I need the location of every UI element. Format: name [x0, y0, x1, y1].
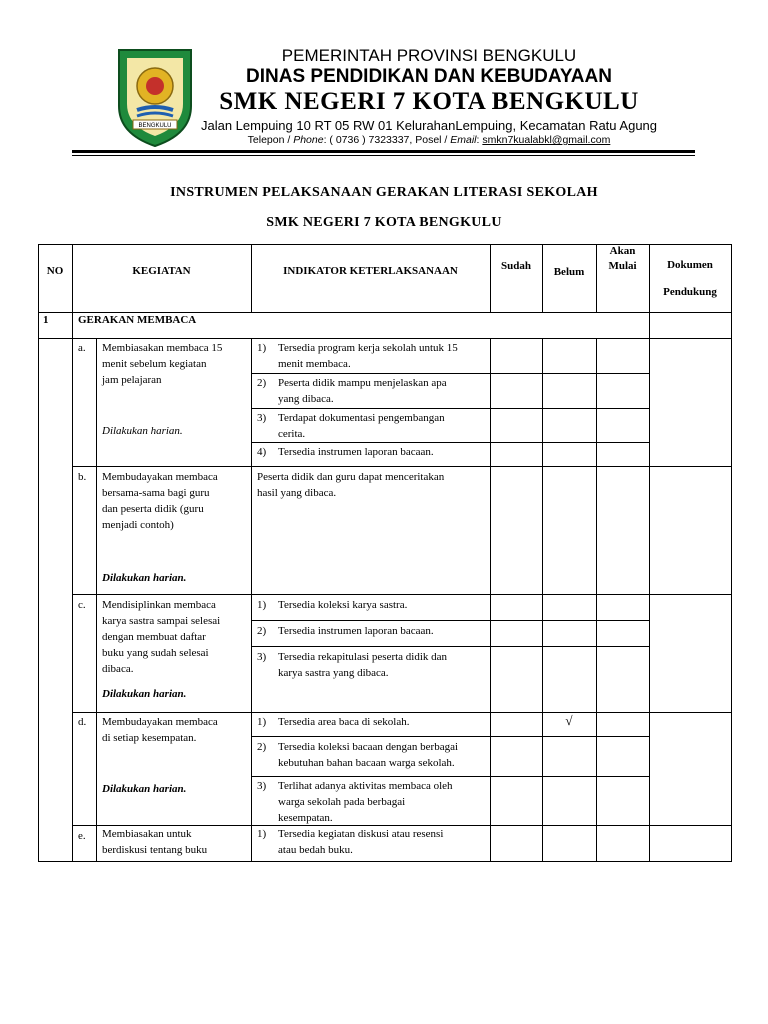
- row-line: [38, 312, 732, 313]
- col-line: [96, 338, 97, 862]
- ind-line: Terlihat adanya aktivitas membaca oleh: [278, 780, 453, 792]
- ind-line: Tersedia instrumen laporan bacaan.: [278, 446, 434, 458]
- item-e-activity: [102, 826, 250, 858]
- row-line: [251, 646, 649, 647]
- ind-line: Tersedia kegiatan diskusi atau resensi: [278, 828, 444, 840]
- header-address: Jalan Lempuing 10 RT 05 RW 01 KelurahanLempuing, Kecamatan Ratu Agung: [200, 118, 658, 133]
- activity-line: menjadi contoh): [102, 519, 174, 531]
- activity-line: dan peserta didik (guru: [102, 503, 204, 515]
- col-line: [251, 338, 252, 862]
- ind-line: Terdapat dokumentasi pengembangan: [278, 412, 445, 424]
- activity-line: dengan membuat daftar: [102, 631, 206, 643]
- item-a-ind-3: [257, 410, 266, 426]
- ind-num: 4): [257, 446, 267, 458]
- ind-line: Tersedia instrumen laporan bacaan.: [278, 625, 434, 637]
- item-d-ind-2: [257, 739, 266, 755]
- phone-value: : ( 0736 ) 7323337, Posel /: [323, 134, 451, 146]
- activity-line: Membiasakan untuk: [102, 828, 192, 840]
- activity-line: Membudayakan membaca: [102, 716, 218, 728]
- item-a-ind-1-text: [278, 340, 458, 372]
- ind-num: 1): [257, 342, 267, 354]
- header-belum: Belum: [553, 266, 585, 278]
- col-line: [542, 338, 543, 862]
- item-a-ind-4-text: [278, 444, 434, 460]
- item-d-ind-1-text: [278, 714, 409, 730]
- header-department: DINAS PENDIDIKAN DAN KEBUDAYAAN: [246, 66, 612, 87]
- header-rule-thick: [72, 150, 695, 153]
- ind-num: 1): [257, 599, 267, 611]
- ind-num: 3): [257, 412, 267, 424]
- ind-line: Tersedia program kerja sekolah untuk 15: [278, 342, 458, 354]
- activity-line: karya sastra sampai selesai: [102, 615, 221, 627]
- item-d-letter: d.: [78, 716, 87, 728]
- row-line: [72, 594, 732, 595]
- activity-line: dibaca.: [102, 663, 134, 675]
- header-dokumen: [649, 252, 731, 306]
- item-a-ind-3-text: [278, 410, 445, 442]
- ind-num: 2): [257, 741, 267, 753]
- col-line: [251, 244, 252, 312]
- activity-line: Membudayakan membaca: [102, 471, 218, 483]
- ind-line: kebutuhan bahan bacaan warga sekolah.: [278, 757, 455, 769]
- item-a-ind-2-text: [278, 375, 447, 407]
- logo-ribbon-text: BENGKULU: [138, 123, 172, 129]
- document-title: INSTRUMEN PELAKSANAAN GERAKAN LITERASI SEKOLAH: [170, 185, 598, 200]
- school-logo: [115, 46, 195, 148]
- header-school-name: SMK NEGERI 7 KOTA BENGKULU: [219, 88, 639, 115]
- ind-line: Peserta didik dan guru dapat menceritakan: [257, 471, 445, 483]
- section-label: GERAKAN MEMBACA: [78, 314, 197, 326]
- ind-line: yang dibaca.: [278, 393, 334, 405]
- ind-line: atau bedah buku.: [278, 844, 353, 856]
- activity-line: di setiap kesempatan.: [102, 732, 197, 744]
- item-d-ind-3-text: [278, 778, 453, 826]
- col-line: [38, 244, 39, 862]
- ind-line: Tersedia koleksi karya sastra.: [278, 599, 408, 611]
- item-a-ind-1: [257, 340, 266, 356]
- col-line: [596, 338, 597, 862]
- item-b-letter: b.: [78, 471, 87, 483]
- row-line: [251, 620, 649, 621]
- item-c-ind-3-text: [278, 649, 447, 681]
- header-government: PEMERINTAH PROVINSI BENGKULU: [281, 46, 577, 65]
- item-c-note: Dilakukan harian.: [102, 688, 187, 700]
- item-c-ind-2-text: [278, 623, 434, 639]
- ind-num: 1): [257, 716, 267, 728]
- header-contact: [200, 134, 658, 146]
- item-c-ind-2: [257, 623, 266, 639]
- item-c-ind-3: [257, 649, 266, 665]
- ind-line: cerita.: [278, 428, 306, 440]
- item-a-note: Dilakukan harian.: [102, 425, 183, 437]
- item-c-ind-1: [257, 597, 266, 613]
- row-line: [251, 442, 649, 443]
- ind-line: warga sekolah pada berbagai: [278, 796, 406, 808]
- col-line: [490, 244, 491, 312]
- item-a-activity: [102, 340, 250, 388]
- ind-line: hasil yang dibaca.: [257, 487, 337, 499]
- ind-num: 1): [257, 828, 267, 840]
- ind-line: Tersedia area baca di sekolah.: [278, 716, 410, 728]
- item-b-note: Dilakukan harian.: [102, 572, 187, 584]
- col-line: [490, 338, 491, 862]
- activity-line: berdiskusi tentang buku: [102, 844, 208, 856]
- activity-line: buku yang sudah selesai: [102, 647, 209, 659]
- ind-line: Peserta didik mampu menjelaskan apa: [278, 377, 447, 389]
- header-kegiatan: KEGIATAN: [132, 265, 191, 277]
- ind-line: kesempatan.: [278, 812, 333, 824]
- item-a-ind-2: [257, 375, 266, 391]
- section-number: 1: [43, 314, 49, 326]
- item-c-ind-1-text: [278, 597, 407, 613]
- ind-num: 3): [257, 651, 267, 663]
- ind-line: Tersedia rekapitulasi peserta didik dan: [278, 651, 448, 663]
- activity-line: jam pelajaran: [102, 374, 162, 386]
- header-dokumen-2: Pendukung: [663, 286, 717, 298]
- item-e-ind-1: [257, 826, 266, 842]
- item-d-activity: [102, 714, 250, 746]
- row-line: [251, 408, 649, 409]
- item-e-letter: e.: [78, 830, 86, 842]
- item-d-note: Dilakukan harian.: [102, 783, 187, 795]
- row-line: [251, 736, 649, 737]
- activity-line: bersama-sama bagi guru: [102, 487, 210, 499]
- phone-label: Telepon /: [247, 134, 294, 146]
- header-rule-thin: [72, 155, 695, 156]
- item-c-letter: c.: [78, 599, 86, 611]
- item-d-ind-3: [257, 778, 266, 794]
- col-line: [72, 244, 73, 862]
- activity-line: Membiasakan membaca 15: [102, 342, 223, 354]
- row-line: [251, 776, 649, 777]
- col-line: [731, 244, 732, 862]
- email-sep: :: [476, 134, 483, 146]
- activity-line: Mendisiplinkan membaca: [102, 599, 216, 611]
- header-akan-mulai: [596, 244, 649, 274]
- col-line: [649, 244, 650, 862]
- item-b-indicator: [257, 469, 487, 501]
- ind-line: Tersedia koleksi bacaan dengan berbagai: [278, 741, 459, 753]
- header-sudah: Sudah: [501, 260, 531, 272]
- email-link[interactable]: smkn7kualabkl@gmail.com: [482, 134, 611, 146]
- item-a-ind-4: [257, 444, 266, 460]
- item-d-belum-check: √: [565, 713, 573, 728]
- header-no: NO: [46, 265, 64, 277]
- row-line: [38, 861, 732, 862]
- row-line: [72, 712, 732, 713]
- literacy-instrument-table: [38, 244, 732, 862]
- item-c-activity: [102, 597, 250, 677]
- ind-line: menit membaca.: [278, 358, 351, 370]
- header-indikator: INDIKATOR KETERLAKSANAAN: [283, 265, 458, 277]
- item-b-activity: [102, 469, 250, 533]
- ind-num: 2): [257, 625, 267, 637]
- item-e-ind-1-text: [278, 826, 443, 858]
- item-a-letter: a.: [78, 342, 86, 354]
- row-line: [251, 373, 649, 374]
- col-line: [542, 244, 543, 312]
- header-akan: Akan: [609, 245, 636, 257]
- activity-line: menit sebelum kegiatan: [102, 358, 207, 370]
- email-label: Email: [450, 134, 477, 146]
- row-line: [38, 338, 732, 339]
- document-subtitle: SMK NEGERI 7 KOTA BENGKULU: [266, 215, 502, 230]
- item-d-ind-2-text: [278, 739, 458, 771]
- header-dokumen-1: Dokumen: [667, 259, 713, 271]
- ind-line: karya sastra yang dibaca.: [278, 667, 389, 679]
- phone-label-italic: Phone: [293, 134, 324, 146]
- row-line: [72, 466, 732, 467]
- ind-num: 2): [257, 377, 267, 389]
- header-mulai: Mulai: [608, 260, 637, 272]
- ind-num: 3): [257, 780, 267, 792]
- item-d-ind-1: [257, 714, 266, 730]
